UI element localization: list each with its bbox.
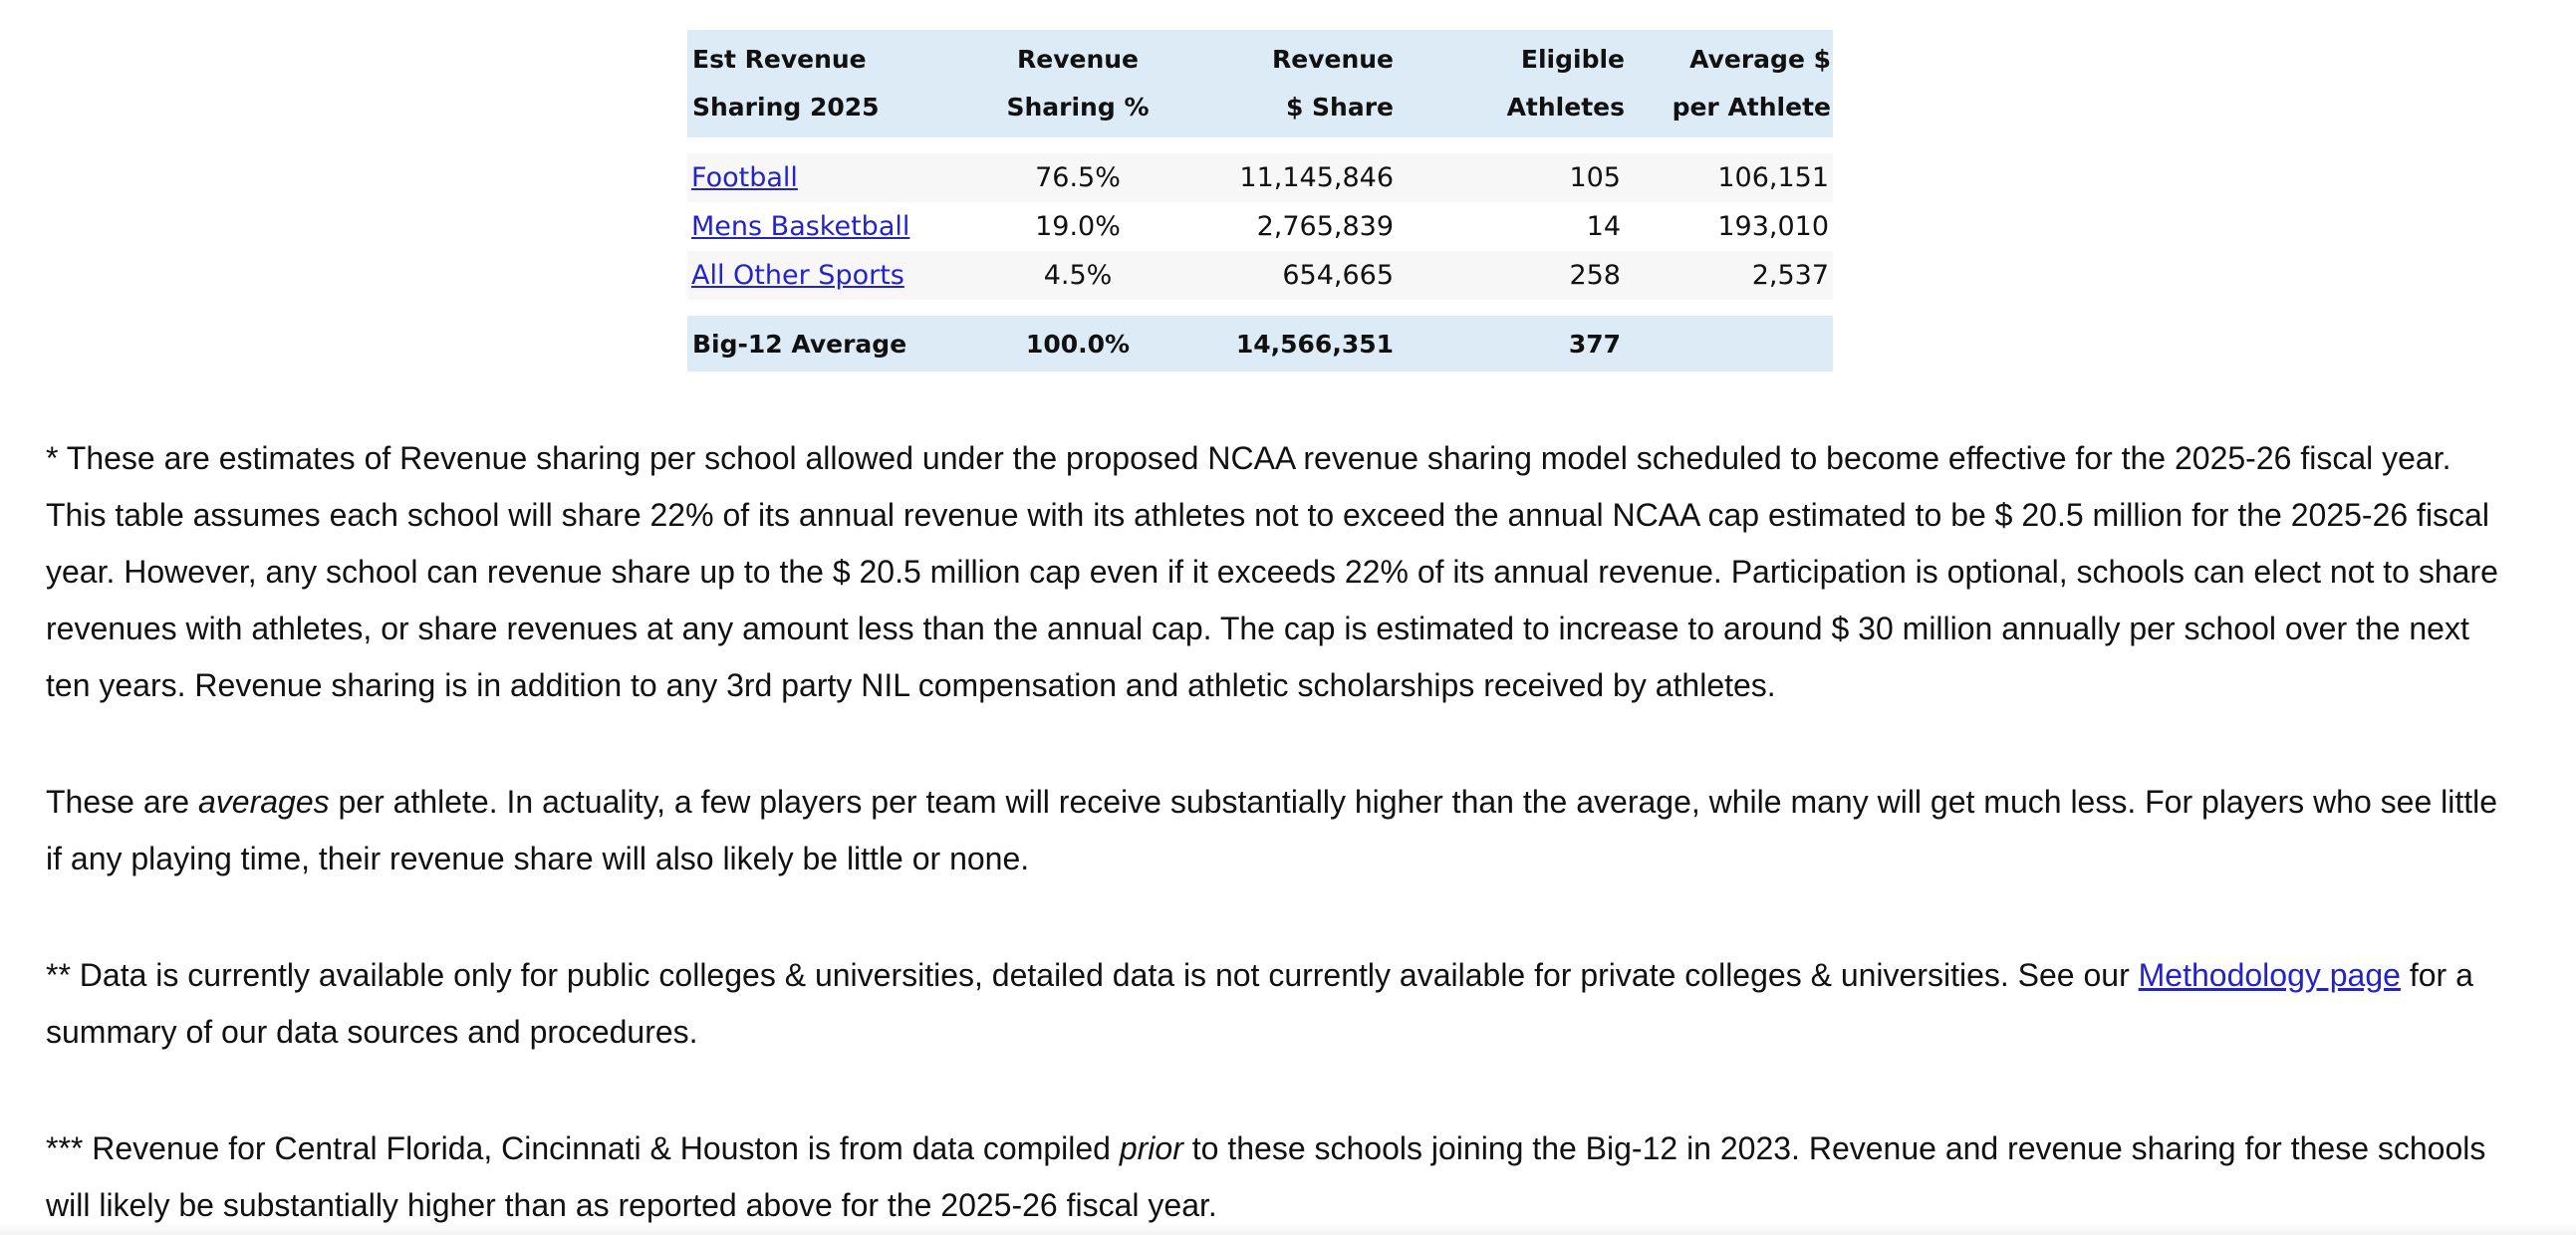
pct-cell: 76.5% <box>969 153 1186 202</box>
footnote-big12-joiners: *** Revenue for Central Florida, Cincinnati & Houston is from data compiled prior to these schools joining the Big-12 in 2023. Revenue and revenue sharing for these schools will likely be substantially higher than as reported above for the 2025-26 fiscal year. <box>46 1130 2486 1223</box>
footnote-revenue-sharing: * These are estimates of Revenue sharing per school allowed under the proposed NCAA revenue sharing model scheduled to become effective for the 2025-26 fiscal year. This table assumes each school will share 22% of its annual revenue with its athletes not to exceed the annual NCAA cap estimated to be $ 20.5 million for the 2025-26 fiscal year. However, any school can revenue share up to the $ 20.5 million cap even if it exceeds 22% of its annual revenue. Participation is optional, schools can elect not to share revenues with athletes, or share revenues at any amount less than the annual cap. The cap is estimated to increase to around $ 30 million annually per school over the next ten years. Revenue sharing is in addition to any 3rd party NIL compensation and athletic scholarships received by athletes. <box>46 440 2498 703</box>
table-header-row <box>687 30 1833 137</box>
table-row-all-other-sports <box>687 251 1833 300</box>
table-row-total <box>687 316 1833 371</box>
revenue-sharing-table <box>687 30 1833 371</box>
table-spacer <box>687 137 1833 153</box>
revenue-sharing-table-container <box>687 30 1833 371</box>
sport-cell <box>687 251 969 300</box>
header-revenue-share: Revenue $ Share <box>1186 30 1421 137</box>
header-eligible-athletes: Eligible Athletes <box>1421 30 1635 137</box>
page-bottom-edge <box>0 1223 2576 1235</box>
all-other-sports-link[interactable]: All Other Sports <box>691 260 904 291</box>
athletes-cell: 14 <box>1421 202 1635 251</box>
share-cell: 2,765,839 <box>1186 202 1421 251</box>
mens-basketball-link[interactable]: Mens Basketball <box>691 211 910 242</box>
footnotes <box>46 430 2506 1234</box>
avg-cell: 106,151 <box>1635 153 1833 202</box>
football-link[interactable]: Football <box>691 162 798 193</box>
table-row-football <box>687 153 1833 202</box>
total-share: 14,566,351 <box>1186 316 1421 371</box>
header-est-revenue-sharing: Est Revenue Sharing 2025 <box>687 30 969 137</box>
pct-cell: 4.5% <box>969 251 1186 300</box>
avg-cell: 193,010 <box>1635 202 1833 251</box>
athletes-cell: 258 <box>1421 251 1635 300</box>
total-avg <box>1635 316 1833 371</box>
table-spacer <box>687 300 1833 316</box>
total-athletes: 377 <box>1421 316 1635 371</box>
table-row-mens-basketball <box>687 202 1833 251</box>
header-revenue-sharing-pct: Revenue Sharing % <box>969 30 1186 137</box>
total-label: Big-12 Average <box>687 316 969 371</box>
methodology-link[interactable]: Methodology page <box>2138 957 2401 993</box>
footnote-averages: These are averages per athlete. In actuality, a few players per team will receive substantially higher than the average, while many will get much less. For players who see little if any playing time, their revenue share will also likely be little or none. <box>46 784 2498 876</box>
sport-cell <box>687 202 969 251</box>
footnote-data-availability: ** Data is currently available only for public colleges & universities, detailed data is not currently available for private colleges & universities. See our Methodology page for a summary of our data sources and procedures. <box>46 957 2473 1050</box>
share-cell: 654,665 <box>1186 251 1421 300</box>
total-pct: 100.0% <box>969 316 1186 371</box>
pct-cell: 19.0% <box>969 202 1186 251</box>
athletes-cell: 105 <box>1421 153 1635 202</box>
avg-cell: 2,537 <box>1635 251 1833 300</box>
sport-cell <box>687 153 969 202</box>
header-average-per-athlete: Average $ per Athlete <box>1635 30 1833 137</box>
share-cell: 11,145,846 <box>1186 153 1421 202</box>
